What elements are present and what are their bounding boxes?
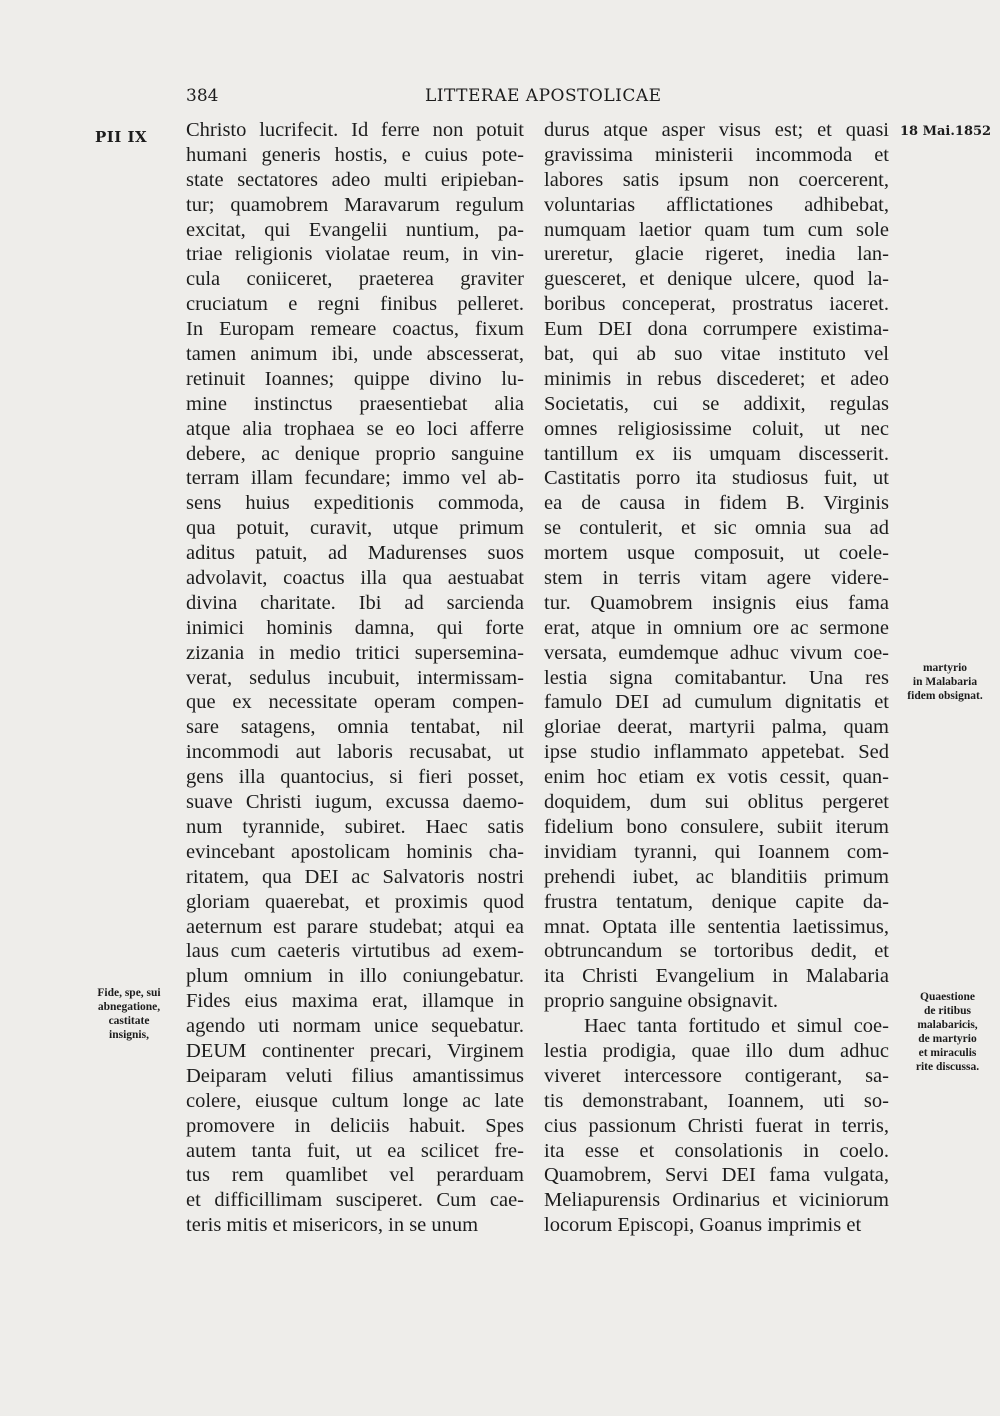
text-line: suave Christi iugum, excussa daemo- — [186, 791, 524, 814]
text-line: cius passionum Christi fuerat in terris, — [544, 1114, 889, 1137]
text-line: Societatis, cui se addixit, regulas — [544, 392, 889, 415]
text-line: lestia signa comitabantur. Una res — [544, 666, 889, 689]
text-line: plum omnium in illo coniungebatur. — [186, 965, 524, 988]
text-line: numquam laetior quam tum cum sole — [544, 218, 889, 241]
pope-label: PII IX — [95, 128, 148, 146]
text-line: divina charitate. Ibi ad sarcienda — [186, 591, 524, 614]
margin-note-fide: Fide, spe, sui abnegatione, castitate insignis, — [97, 987, 161, 1041]
running-head — [0, 86, 1000, 116]
text-line: ritatem, qua DEI ac Salvatoris nostri — [186, 865, 524, 888]
text-line: terram illam fecundare; immo vel ab- — [186, 467, 524, 490]
text-line: tantillum ex iis umquam discesserit. — [544, 442, 889, 465]
text-line: gravissima ministerii incommoda et — [544, 143, 889, 166]
text-line: prehendi iubet, ac blanditiis primum — [544, 865, 889, 888]
text-line: omnes religiosissime coluit, ut nec — [544, 417, 889, 440]
text-line: triae religionis violatae reum, in vin- — [186, 243, 524, 266]
text-line: doquidem, dum sui oblitus pergeret — [544, 791, 889, 814]
text-line: state sectatores adeo multi eripieban- — [186, 168, 524, 191]
text-line: ea de causa in fidem B. Virginis — [544, 492, 889, 515]
text-line: et difficillimam susciperet. Cum cae- — [186, 1189, 524, 1212]
text-line: Quamobrem, Servi DEI fama vulgata, — [544, 1164, 889, 1187]
text-line: mine instinctus praesentiebat alia — [186, 392, 524, 415]
text-line: cula coniiceret, praeterea graviter — [186, 268, 524, 291]
text-line: num tyrannide, subiret. Haec satis — [186, 815, 524, 838]
text-line: atque alia trophaea se eo loci afferre — [186, 417, 524, 440]
text-line: gens illa quantocius, si fieri posset, — [186, 766, 524, 789]
text-line: viveret intercessore contigerant, sa- — [544, 1064, 889, 1087]
text-line: fidelium bono consulere, subiit iterum — [544, 815, 889, 838]
margin-note-quaestione: Quaestione de ritibus malabaricis, de martyrio et miraculis rite discussa. — [915, 991, 980, 1073]
text-line: verat, sedulus incubuit, intermissam- — [186, 666, 524, 689]
text-line: evincebant apostolicam hominis cha- — [186, 840, 524, 863]
text-line: Fides eius maxima erat, illamque in — [186, 990, 524, 1013]
text-line: labores satis ipsum non coercerent, — [544, 168, 889, 191]
text-line: tamen animum ibi, unde abscesserat, — [186, 343, 524, 366]
text-line: advolavit, coactus illa qua aestuabat — [186, 567, 524, 590]
text-line: tur. Quamobrem insignis eius fama — [544, 591, 889, 614]
text-line: inimici hominis damna, qui forte — [186, 616, 524, 639]
left-text-column — [186, 118, 524, 1238]
text-line: debere, ac denique proprio sanguine — [186, 442, 524, 465]
text-line: guesceret, et denique ulcere, quod la- — [544, 268, 889, 291]
text-line: que ex necessitate operam compen- — [186, 691, 524, 714]
text-line: ita Christi Evangelium in Malabaria — [544, 965, 889, 988]
text-line: ipse studio inflammato appetebat. Sed — [544, 741, 889, 764]
text-line: cruciatum e regni finibus pelleret. — [186, 293, 524, 316]
text-line: Eum DEI dona corrumpere existima- — [544, 318, 889, 341]
running-title: LITTERAE APOSTOLICAE — [425, 86, 662, 106]
text-line: retinuit Ioannes; quippe divino lu- — [186, 367, 524, 390]
text-line: agendo uti normam unice sequebatur. — [186, 1015, 524, 1038]
text-line: tur; quamobrem Maravarum regulum — [186, 193, 524, 216]
page-number: 384 — [186, 86, 219, 106]
text-line: Haec tanta fortitudo et simul coe- — [584, 1015, 889, 1038]
text-line: Meliapurensis Ordinarius et viciniorum — [544, 1189, 889, 1212]
text-line: enim hoc etiam ex votis cessit, quan- — [544, 766, 889, 789]
text-line: gloriam quaerebat, et proximis quod — [186, 890, 524, 913]
text-line: obtruncandum se tortoribus dedit, et — [544, 940, 889, 963]
text-line: Castitatis porro ita studiosus fuit, ut — [544, 467, 889, 490]
text-line: teris mitis et misericors, in se unum — [186, 1214, 479, 1237]
text-line: aeternum est parare studebat; atqui ea — [186, 915, 524, 938]
text-line: boribus conceperat, prostratus iaceret. — [544, 293, 889, 316]
text-line: se contulerit, et sic omnia sua ad — [544, 517, 889, 540]
text-line: excitat, qui Evangelii nuntium, pa- — [186, 218, 524, 241]
text-line: tis demonstrabant, Ioannem, uti so- — [544, 1089, 889, 1112]
right-text-column — [544, 118, 889, 1238]
text-line: incommodi aut laboris recusabat, ut — [186, 741, 524, 764]
text-line: qua potuit, curavit, utque primum — [186, 517, 524, 540]
text-line: Christo lucrifecit. Id ferre non potuit — [186, 119, 524, 141]
text-line: erat, atque in omnium ore ac sermone — [544, 616, 889, 639]
text-line: aditus patuit, ad Madurenses suos — [186, 542, 524, 565]
text-line: voluntarias afflictationes adhibebat, — [544, 193, 889, 216]
text-line: ureretur, glacie rigeret, inedia lan- — [544, 243, 889, 266]
text-line: colere, eiusque cultum longe ac late — [186, 1089, 524, 1112]
text-line: sare satagens, omnia tentabat, nil — [186, 716, 524, 739]
text-line: ita esse et consolationis in coelo. — [544, 1139, 889, 1162]
text-line: gloriae deerat, martyrii palma, quam — [544, 716, 889, 739]
text-line: stem in terris vitam agere videre- — [544, 567, 889, 590]
text-line: laus cum caeteris virtutibus ad exem- — [186, 940, 524, 963]
text-line: mortem usque composuit, ut coele- — [544, 542, 889, 565]
text-line: lestia prodigia, quae illo dum adhuc — [544, 1039, 889, 1062]
text-line: locorum Episcopi, Goanus imprimis et — [544, 1214, 862, 1237]
text-line: mnat. Optata ille sententia laetissimus, — [544, 915, 889, 938]
text-line: autem tanta fuit, ut ea scilicet fre- — [186, 1139, 524, 1162]
text-line: In Europam remeare coactus, fixum — [186, 318, 524, 341]
text-line: versata, eumdemque adhuc vivum coe- — [544, 641, 889, 664]
text-line: durus atque asper visus est; et quasi — [544, 119, 889, 141]
text-line: minimis in rebus discederet; et adeo — [544, 367, 889, 390]
text-line: invidiam tyranni, qui Ioannem com- — [544, 840, 889, 863]
text-line: frustra tentatum, denique capite da- — [544, 890, 889, 913]
date-label: 18 Mai.1852 — [900, 124, 992, 139]
margin-note-martyrio: martyrio in Malabaria fidem obsignat. — [907, 662, 983, 702]
text-line: zizania in medio tritici supersemina- — [186, 641, 524, 664]
text-line: promovere in deliciis habuit. Spes — [186, 1114, 524, 1137]
text-line: bat, qui ab suo vitae instituto vel — [544, 343, 889, 366]
text-line: humani generis hostis, e cuius pote- — [186, 143, 524, 166]
text-line: Deiparam veluti filius amantissimus — [186, 1064, 524, 1087]
text-line: proprio sanguine obsignavit. — [544, 990, 779, 1013]
text-line: sens huius expeditionis commoda, — [186, 492, 524, 515]
text-line: famulo DEI ad cumulum dignitatis et — [544, 691, 889, 714]
text-line: DEUM continenter precari, Virginem — [186, 1039, 524, 1062]
text-line: tus rem quamlibet vel perarduam — [186, 1164, 524, 1187]
